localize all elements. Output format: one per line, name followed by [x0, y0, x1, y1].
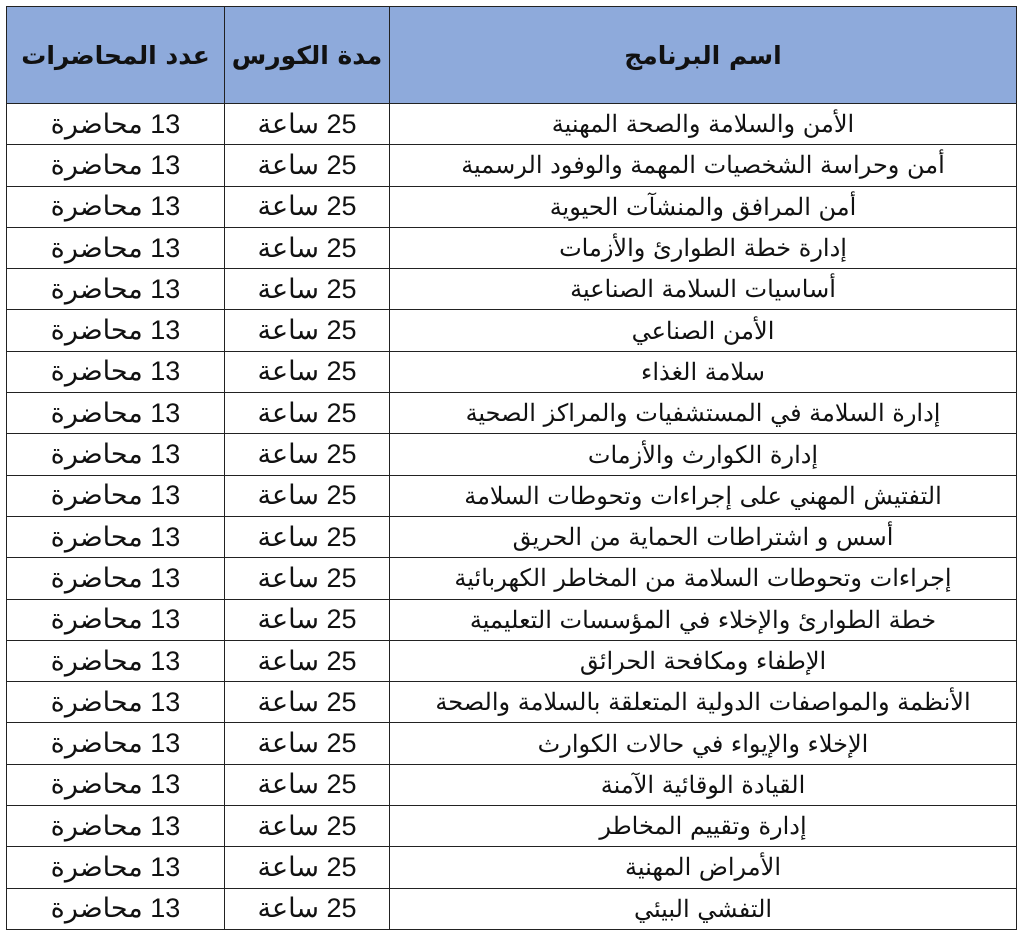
table-row — [7, 227, 1017, 268]
program-name-cell: الإخلاء والإيواء في حالات الكوارث — [390, 723, 1017, 764]
duration-cell: 25 ساعة — [225, 764, 390, 805]
lectures-cell: 13 محاضرة — [7, 227, 225, 268]
lectures-cell: 13 محاضرة — [7, 558, 225, 599]
duration-cell: 25 ساعة — [225, 104, 390, 145]
table-row — [7, 393, 1017, 434]
program-name-cell: أسس و اشتراطات الحماية من الحريق — [390, 516, 1017, 557]
lectures-cell: 13 محاضرة — [7, 806, 225, 847]
lectures-cell: 13 محاضرة — [7, 764, 225, 805]
program-name-cell: إدارة وتقييم المخاطر — [390, 806, 1017, 847]
duration-cell: 25 ساعة — [225, 640, 390, 681]
program-name-cell: إدارة السلامة في المستشفيات والمراكز الصحية — [390, 393, 1017, 434]
program-name-cell: إدارة الكوارث والأزمات — [390, 434, 1017, 475]
programs-table-container — [6, 6, 1016, 930]
program-name-cell: أمن وحراسة الشخصيات المهمة والوفود الرسمية — [390, 145, 1017, 186]
header-program-name: اسم البرنامج — [390, 7, 1017, 104]
lectures-cell: 13 محاضرة — [7, 269, 225, 310]
program-name-cell: خطة الطوارئ والإخلاء في المؤسسات التعليمية — [390, 599, 1017, 640]
program-name-cell: القيادة الوقائية الآمنة — [390, 764, 1017, 805]
lectures-cell: 13 محاضرة — [7, 434, 225, 475]
lectures-cell: 13 محاضرة — [7, 475, 225, 516]
table-row — [7, 310, 1017, 351]
lectures-cell: 13 محاضرة — [7, 310, 225, 351]
table-row — [7, 104, 1017, 145]
lectures-cell: 13 محاضرة — [7, 186, 225, 227]
table-row — [7, 269, 1017, 310]
duration-cell: 25 ساعة — [225, 516, 390, 557]
table-row — [7, 186, 1017, 227]
lectures-cell: 13 محاضرة — [7, 516, 225, 557]
duration-cell: 25 ساعة — [225, 145, 390, 186]
program-name-cell: الأمراض المهنية — [390, 847, 1017, 888]
duration-cell: 25 ساعة — [225, 888, 390, 929]
duration-cell: 25 ساعة — [225, 393, 390, 434]
lectures-cell: 13 محاضرة — [7, 640, 225, 681]
program-name-cell: الأمن الصناعي — [390, 310, 1017, 351]
program-name-cell: الأنظمة والمواصفات الدولية المتعلقة بالسلامة والصحة — [390, 682, 1017, 723]
table-row — [7, 888, 1017, 929]
duration-cell: 25 ساعة — [225, 227, 390, 268]
table-row — [7, 145, 1017, 186]
program-name-cell: الأمن والسلامة والصحة المهنية — [390, 104, 1017, 145]
duration-cell: 25 ساعة — [225, 434, 390, 475]
duration-cell: 25 ساعة — [225, 186, 390, 227]
table-row — [7, 723, 1017, 764]
table-row — [7, 682, 1017, 723]
lectures-cell: 13 محاضرة — [7, 351, 225, 392]
lectures-cell: 13 محاضرة — [7, 145, 225, 186]
table-row — [7, 475, 1017, 516]
program-name-cell: أساسيات السلامة الصناعية — [390, 269, 1017, 310]
table-header-row — [7, 7, 1017, 104]
program-name-cell: الإطفاء ومكافحة الحرائق — [390, 640, 1017, 681]
table-row — [7, 599, 1017, 640]
table-row — [7, 558, 1017, 599]
duration-cell: 25 ساعة — [225, 599, 390, 640]
program-name-cell: إدارة خطة الطوارئ والأزمات — [390, 227, 1017, 268]
lectures-cell: 13 محاضرة — [7, 847, 225, 888]
duration-cell: 25 ساعة — [225, 558, 390, 599]
duration-cell: 25 ساعة — [225, 723, 390, 764]
lectures-cell: 13 محاضرة — [7, 888, 225, 929]
header-lecture-count: عدد المحاضرات — [7, 7, 225, 104]
duration-cell: 25 ساعة — [225, 682, 390, 723]
table-row — [7, 640, 1017, 681]
table-row — [7, 351, 1017, 392]
lectures-cell: 13 محاضرة — [7, 104, 225, 145]
programs-table — [6, 6, 1017, 930]
program-name-cell: سلامة الغذاء — [390, 351, 1017, 392]
header-course-duration: مدة الكورس — [225, 7, 390, 104]
program-name-cell: التفتيش المهني على إجراءات وتحوطات السلامة — [390, 475, 1017, 516]
duration-cell: 25 ساعة — [225, 310, 390, 351]
program-name-cell: التفشي البيئي — [390, 888, 1017, 929]
table-row — [7, 806, 1017, 847]
duration-cell: 25 ساعة — [225, 847, 390, 888]
lectures-cell: 13 محاضرة — [7, 393, 225, 434]
program-name-cell: أمن المرافق والمنشآت الحيوية — [390, 186, 1017, 227]
lectures-cell: 13 محاضرة — [7, 723, 225, 764]
lectures-cell: 13 محاضرة — [7, 599, 225, 640]
duration-cell: 25 ساعة — [225, 269, 390, 310]
duration-cell: 25 ساعة — [225, 351, 390, 392]
table-row — [7, 764, 1017, 805]
table-row — [7, 434, 1017, 475]
table-row — [7, 516, 1017, 557]
duration-cell: 25 ساعة — [225, 475, 390, 516]
program-name-cell: إجراءات وتحوطات السلامة من المخاطر الكهربائية — [390, 558, 1017, 599]
table-row — [7, 847, 1017, 888]
lectures-cell: 13 محاضرة — [7, 682, 225, 723]
duration-cell: 25 ساعة — [225, 806, 390, 847]
